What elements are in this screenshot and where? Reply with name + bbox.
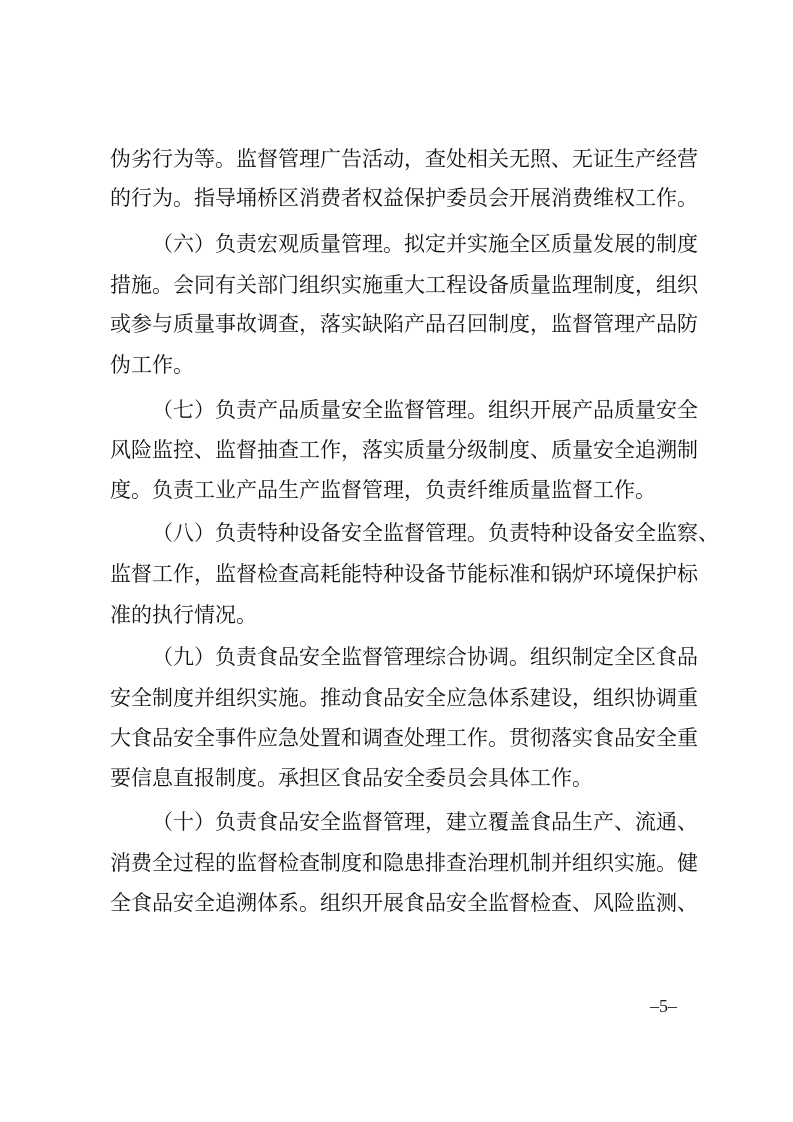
paragraph-line: 全食品安全追溯体系。组织开展食品安全监督检查、风险监测、 [110, 891, 698, 915]
paragraph-line: 准的执行情况。 [110, 603, 257, 627]
paragraph-line: 措施。会同有关部门组织实施重大工程设备质量监理制度，组织 [110, 273, 698, 297]
paragraph-line: 大食品安全事件应急处置和调查处理工作。贯彻落实食品安全重 [110, 726, 698, 750]
page-number: –5– [650, 996, 677, 1016]
paragraph-line: 风险监控、监督抽查工作，落实质量分级制度、质量安全追溯制 [110, 438, 698, 462]
paragraph-line: 监督工作，监督检查高耗能特种设备节能标准和锅炉环境保护标 [110, 562, 698, 586]
paragraph-line: （八）负责特种设备安全监督管理。负责特种设备安全监察、 [152, 521, 719, 545]
paragraph-line: （十）负责食品安全监督管理，建立覆盖食品生产、流通、 [152, 810, 698, 834]
paragraph-line: （九）负责食品安全监督管理综合协调。组织制定全区食品 [152, 645, 698, 669]
paragraph-line: 要信息直报制度。承担区食品安全委员会具体工作。 [110, 766, 593, 790]
paragraph-line: （六）负责宏观质量管理。拟定并实施全区质量发展的制度 [152, 232, 698, 256]
paragraph-line: 度。负责工业产品生产监督管理，负责纤维质量监督工作。 [110, 478, 656, 502]
paragraph-line: 的行为。指导埇桥区消费者权益保护委员会开展消费维权工作。 [110, 186, 698, 210]
paragraph-line: 消费全过程的监督检查制度和隐患排查治理机制并组织实施。健 [110, 851, 698, 875]
paragraph-line: 安全制度并组织实施。推动食品安全应急体系建设，组织协调重 [110, 686, 698, 710]
paragraph-line: 伪工作。 [110, 353, 194, 377]
paragraph-line: 伪劣行为等。监督管理广告活动，查处相关无照、无证生产经营 [110, 147, 698, 171]
paragraph-line: （七）负责产品质量安全监督管理。组织开展产品质量安全 [152, 398, 698, 422]
paragraph-line: 或参与质量事故调查，落实缺陷产品召回制度，监督管理产品防 [110, 312, 698, 336]
